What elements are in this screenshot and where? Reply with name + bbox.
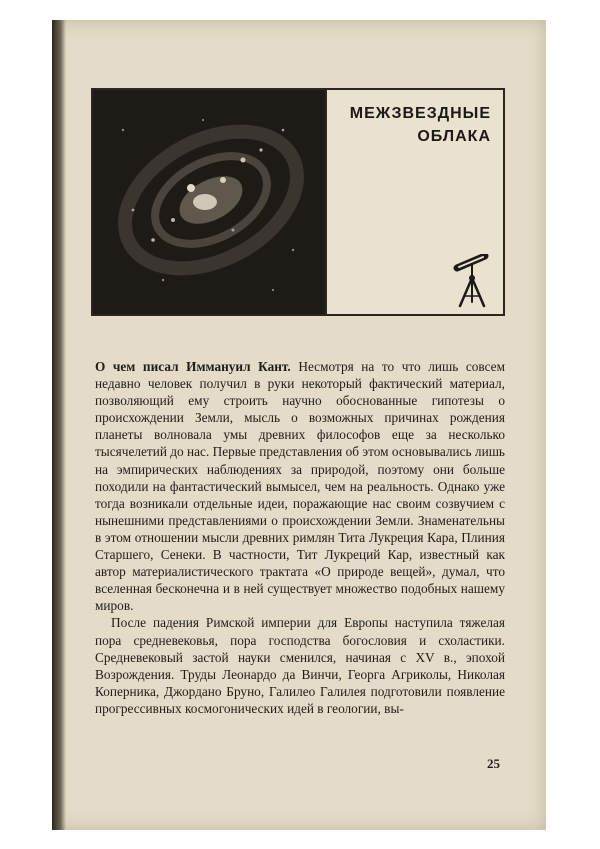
title-panel [325, 90, 503, 314]
section-lead-in: О чем писал Иммануил Кант. [95, 359, 291, 374]
page-number: 25 [487, 756, 500, 771]
telescope-icon [451, 254, 495, 315]
chapter-title [350, 102, 491, 148]
galaxy-photo [93, 90, 325, 314]
paragraph-1-text: Несмотря на то что лишь совсем недавно человек получил в руки некоторый фактический материал, позволяющий ему строить научно обоснованные гипотезы о происхождении Земли, мысль о возможных причинах рождения планеты волновала умы древних философов еще за несколько тысячелетий до нас. Первые представления об этом основывались лишь на эмпирических наблюдениях за природой, поэтому они больше походили на фантастический вымысел, чем на реальность. Однако уже тогда возникали отдельные идеи, поражающие нас своим созвучием с нынешними представлениями о происхождении Земли. Знаменательны в этом отношении мысли древних римлян Тита Лукреция Кара, Плиния Старшего, Сенеки. В частности, Тит Лукреций Кар, известный как автор материалистического трактата «О природе вещей», думал, что вселенная бесконечна и в ней существует множество подобных нашему миров. [95, 359, 505, 614]
paragraph-1 [95, 358, 505, 614]
chapter-title-line1: МЕЖЗВЕЗДНЫЕ [349, 105, 491, 122]
chapter-header [91, 88, 505, 316]
paragraph-2: После падения Римской империи для Европы наступила тяжелая пора средневековья, пора господства богословия и схоластики. Средневековый застой науки сменился, начиная с XV в., эпохой Возрождения. Труды Леонардо да Винчи, Георга Агриколы, Николая Коперника, Джордано Бруно, Галилео Галилея подготовили появление прогрессивных космогонических идей в геологии, вы- [95, 615, 505, 716]
article-body [95, 358, 505, 717]
page-gutter-shadow [52, 20, 66, 830]
chapter-title-line2: ОБЛАКА [417, 128, 491, 145]
